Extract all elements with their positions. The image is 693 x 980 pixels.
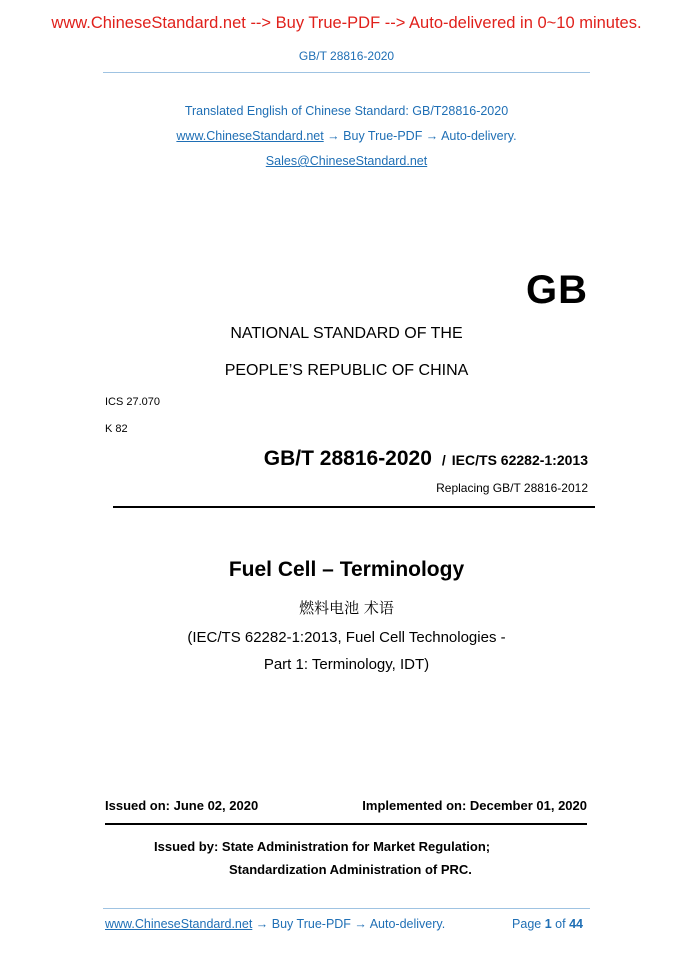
footer-site-suffix: → Buy True-PDF → Auto-delivery. xyxy=(252,917,446,931)
implemented-on-date: Implemented on: December 01, 2020 xyxy=(362,798,587,813)
document-title-chinese: 燃料电池 术语 xyxy=(299,599,394,617)
dates-divider xyxy=(105,823,587,825)
footer-link-line xyxy=(105,917,445,931)
site-link[interactable]: www.ChineseStandard.net xyxy=(176,129,324,143)
standard-number-line xyxy=(264,447,588,471)
iec-equivalent: IEC/TS 62282-1:2013 xyxy=(451,452,588,468)
national-standard-line2: PEOPLE’S REPUBLIC OF CHINA xyxy=(224,362,469,379)
gb-mark: GB xyxy=(526,268,588,312)
email-line xyxy=(0,154,693,168)
translation-link-line xyxy=(0,129,693,143)
page-indicator xyxy=(512,917,583,931)
issued-by-line1: Issued by: State Administration for Market Regulation; xyxy=(154,839,491,854)
standard-separator: / xyxy=(441,452,446,468)
header-divider xyxy=(103,72,590,73)
page-label: Page xyxy=(512,917,542,931)
ics-code: ICS 27.070 xyxy=(105,396,161,408)
equivalence-line1: (IEC/TS 62282-1:2013, Fuel Cell Technologies - xyxy=(187,629,506,646)
ccs-code: K 82 xyxy=(105,423,128,435)
footer-site-link[interactable]: www.ChineseStandard.net xyxy=(105,917,253,931)
replacing-note: Replacing GB/T 28816-2012 xyxy=(436,481,588,495)
header-doc-id: GB/T 28816-2020 xyxy=(298,49,395,63)
site-link-suffix: → Buy True-PDF → Auto-delivery. xyxy=(323,129,517,143)
national-standard-line1: NATIONAL STANDARD OF THE xyxy=(230,325,463,342)
equivalence-line2: Part 1: Terminology, IDT) xyxy=(263,656,430,673)
email-link[interactable]: Sales@ChineseStandard.net xyxy=(265,154,428,168)
footer-divider xyxy=(103,908,590,909)
standard-number: GB/T 28816-2020 xyxy=(263,447,432,470)
title-divider xyxy=(113,506,595,508)
issued-by-line2: Standardization Administration of PRC. xyxy=(229,862,472,877)
page-of: of xyxy=(555,917,566,931)
page-total: 44 xyxy=(569,917,583,931)
translation-note: Translated English of Chinese Standard: GB/T28816-2020 xyxy=(184,104,509,118)
issued-on-date: Issued on: June 02, 2020 xyxy=(105,798,259,813)
page-current: 1 xyxy=(544,917,552,931)
document-title: Fuel Cell – Terminology xyxy=(228,558,465,581)
promo-banner[interactable]: www.ChineseStandard.net --> Buy True-PDF --> Auto-delivered in 0~10 minutes. xyxy=(51,14,642,32)
